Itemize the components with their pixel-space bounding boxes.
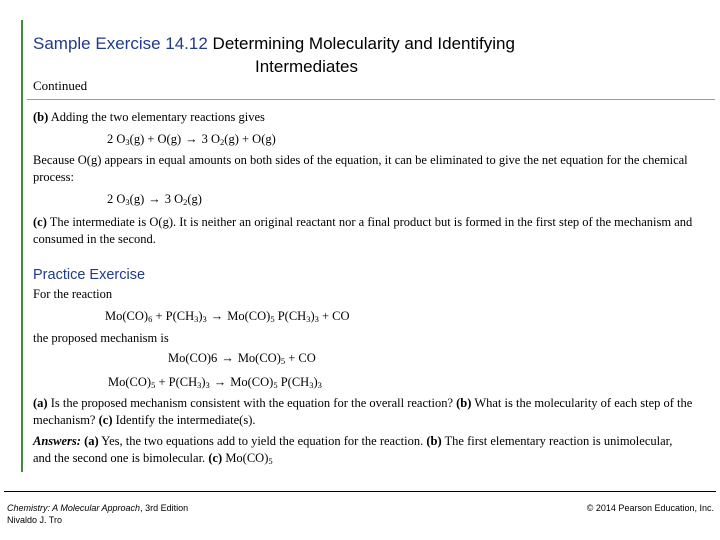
accent-bar (21, 20, 23, 472)
part-b-because: Because O(g) appears in equal amounts on both sides of the equation, it can be eliminated to give the net equation for the chemical process: (33, 153, 688, 184)
practice-for-reaction: For the reaction (33, 287, 113, 301)
equation-2: 2 $O_3(g) \to 3$ $O_2(g)$ (107, 192, 202, 207)
footer-divider (4, 491, 716, 492)
part-c-text: (c) The intermediate is O(g). It is neither an original reactant nor a final product but is formed in the first step of the mechanism and consumed in the second. (33, 215, 693, 246)
footer-copyright: © 2014 Pearson Education, Inc. (586, 503, 714, 513)
practice-main-equation: $Mo(CO)_6 + P(CH_3)_3 \to Mo(CO)_5$ $P(CH_3)_3$ + CO (105, 309, 350, 324)
practice-questions: (a) Is the proposed mechanism consistent with the equation for the overall reaction? (b) What is the molecularity of each step of the mechanism? (c) Identify the intermediate(s). (33, 396, 693, 427)
practice-proposed: the proposed mechanism is (33, 331, 169, 345)
practice-heading: Practice Exercise (33, 267, 146, 283)
title-line1: Determining Molecularity and Identifying (207, 34, 515, 53)
continued-label: Continued (33, 78, 88, 93)
title-line2: Intermediates (255, 57, 358, 76)
equation-1: 2 $O_3(g) + O(g) \to 3$ $O_2(g) + O(g)$ (107, 132, 276, 147)
mechanism-step-1: $Mo(CO)6 \to Mo(CO)_5$ + CO (168, 351, 316, 366)
footer-book: Chemistry: A Molecular Approach, 3rd Edition Nivaldo J. Tro (7, 503, 189, 525)
slide-title (33, 32, 673, 78)
mechanism-step-2: $Mo(CO)_5 + P(CH_3)_3 \to Mo(CO)_5$ $P(CH_3)_3$ (108, 375, 322, 390)
header-divider (27, 99, 715, 100)
practice-answers: Answers: (a) Yes, the two equations add to yield the equation for the reaction. (b) The first elementary reaction is unimolecular, and the second one is bimolecular. (c) $Mo(CO)_5$ (33, 434, 673, 466)
part-b-intro: (b) Adding the two elementary reactions gives (33, 110, 265, 124)
title-prefix: Sample Exercise 14.12 (33, 34, 208, 53)
